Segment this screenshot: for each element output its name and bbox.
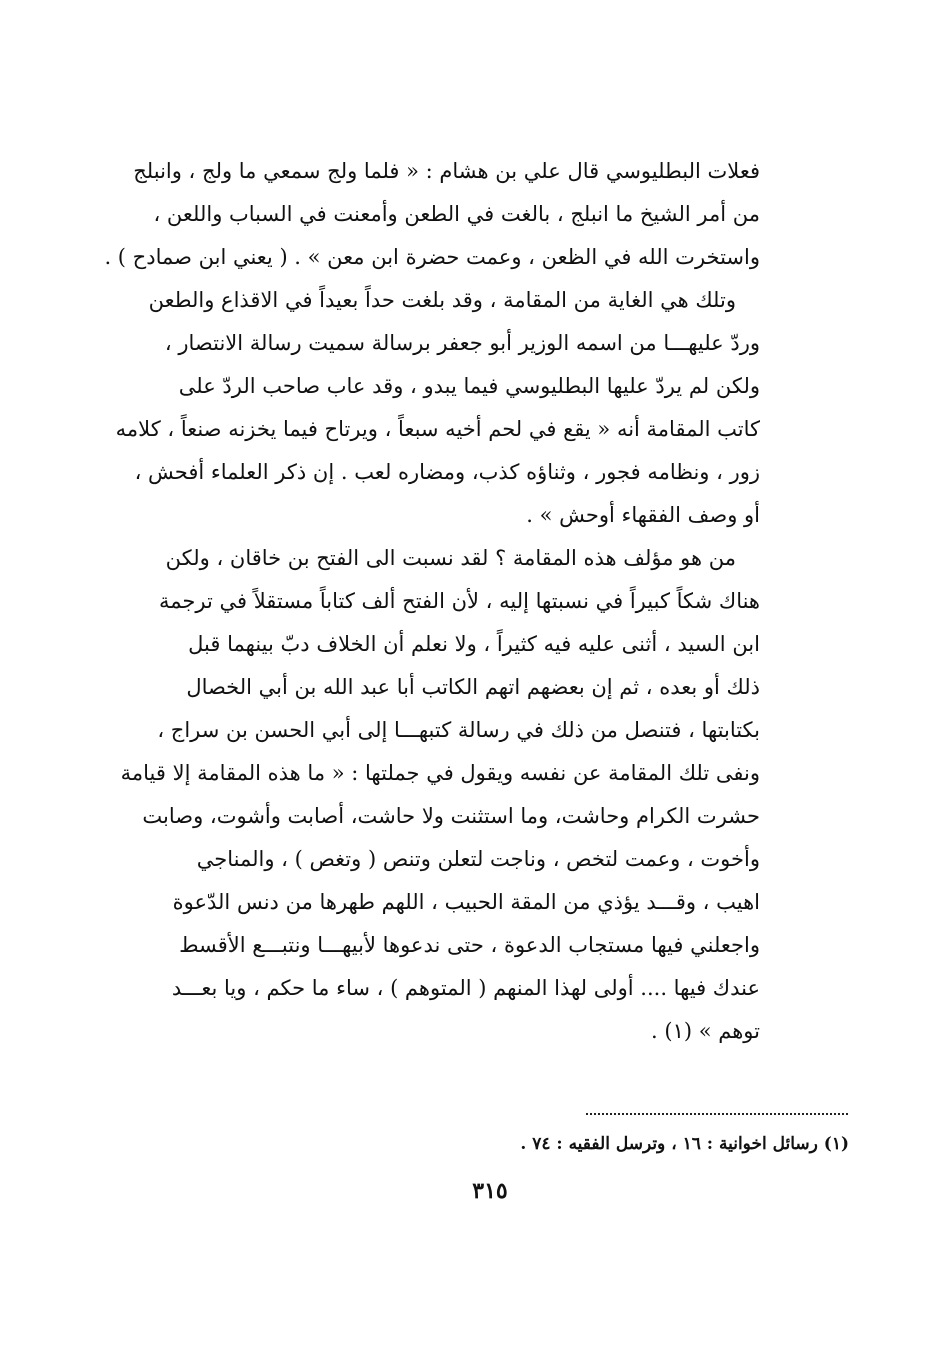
text-line: وردّ عليهـــا من اسمه الوزير أبو جعفر برسالة سميت رسالة الانتصار ، [164, 331, 760, 355]
text-line: اهيب ، وقـــد يؤذي من المقة الحبيب ، اللهم طهرها من دنس الدّعوة [172, 890, 760, 914]
text-line: بكتابتها ، فتنصل من ذلك في رسالة كتبهـــا إلى أبي الحسن بن سراج ، [157, 718, 760, 742]
text-line: من أمر الشيخ ما انبلج ، بالغت في الطعن وأمعنت في السباب واللعن ، [153, 202, 760, 226]
text-line: أو وصف الفقهاء أوحش » . [526, 503, 760, 527]
page-number: ٣١٥ [472, 1178, 508, 1204]
text-line: كاتب المقامة أنه « يقع في لحم أخيه سبعاً ، ويرتاح فيما يخزنه صنعاً ، كلامه [115, 417, 760, 441]
text-line: واستخرت الله في الظعن ، وعمت حضرة ابن معن » . ( يعني ابن صمادح ) . [104, 245, 760, 269]
body-text [104, 150, 760, 1053]
text-line: من هو مؤلف هذه المقامة ؟ لقد نسبت الى الفتح بن خاقان ، ولكن [165, 546, 736, 570]
text-line: وتلك هي الغاية من المقامة ، وقد بلغت حداً بعيداً في الاقذاع والطعن [148, 288, 736, 312]
text-line: حشرت الكرام وحاشت، وما استثنت ولا حاشت، أصابت وأشوت، وصابت [142, 804, 760, 828]
text-line: وأخوت ، وعمت لتخص ، وناجت لتعلن وتنص ( وتغص ) ، والمناجي [196, 847, 760, 871]
text-line: واجعلني فيها مستجاب الدعوة ، حتى ندعوها لأبيهـــا ونتبـــع الأقسط [179, 933, 760, 957]
footnote: (١) رسائل اخوانية : ١٦ ، وترسل الفقيه : ٧٤ . [520, 1134, 849, 1154]
text-line: هناك شكاً كبيراً في نسبتها إليه ، لأن الفتح ألف كتاباً مستقلاً في ترجمة [159, 589, 760, 613]
text-line: ولكن لم يردّ عليها البطليوسي فيما يبدو ، وقد عاب صاحب الردّ على [178, 374, 760, 398]
footnote-divider [586, 1113, 848, 1115]
text-line: توهم » (١) . [651, 1019, 760, 1043]
text-line: فعلات البطليوسي قال علي بن هشام : « فلما ولج سمعي ما ولج ، وانبلج [133, 159, 760, 183]
text-line: ونفى تلك المقامة عن نفسه ويقول في جملتها : « ما هذه المقامة إلا قيامة [120, 761, 760, 785]
text-line: عندك فيها .... أولى لهذا المنهم ( المتوهم ) ، ساء ما حكم ، ويا بعـــد [171, 976, 760, 1000]
text-line: زور ، ونظامه فجور ، وثناؤه كذب، ومضاره لعب . إن ذكر العلماء أفحش ، [134, 460, 760, 484]
text-line: ابن السيد ، أثنى عليه فيه كثيراً ، ولا نعلم أن الخلاف دبّ بينهما قبل [188, 632, 760, 656]
text-line: ذلك أو بعده ، ثم إن بعضهم اتهم الكاتب أبا عبد الله بن أبي الخصال [186, 675, 760, 699]
